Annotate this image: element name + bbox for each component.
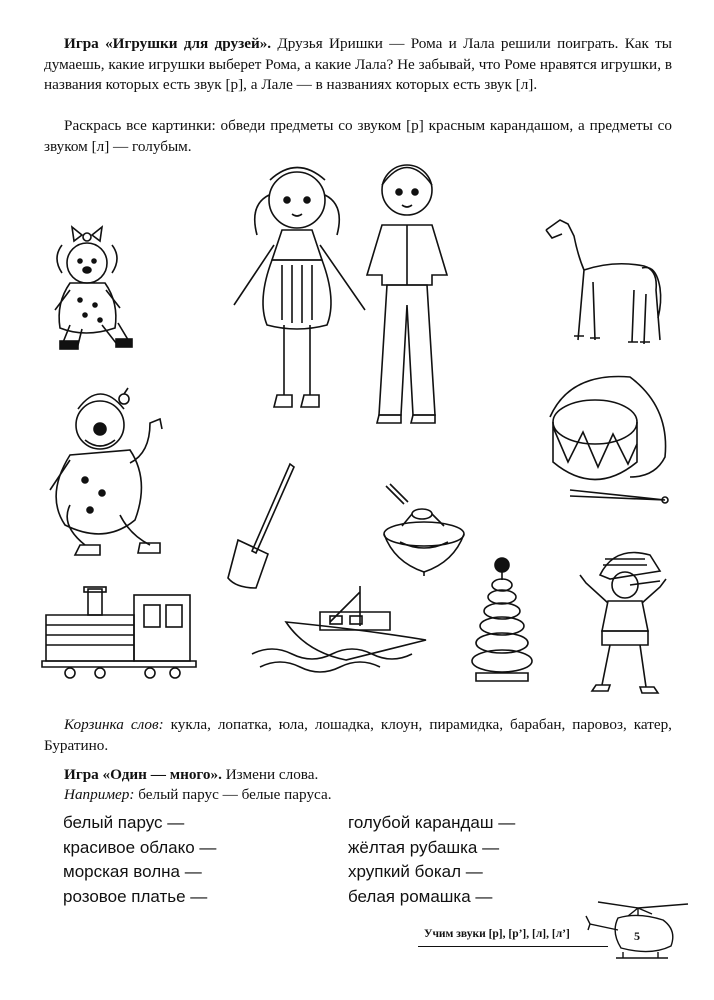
- game2-title: Игра «Один — много».: [64, 766, 222, 783]
- buratino-picture: [570, 545, 675, 700]
- footer-label: Учим звуки [р], [р’], [л], [л’]: [424, 928, 570, 940]
- game2-example: [44, 785, 672, 806]
- drum-picture: [540, 372, 670, 517]
- exercise-item: белая ромашка —: [348, 886, 493, 906]
- word-basket-label: Корзинка слов:: [64, 716, 164, 733]
- exercise-item: хрупкий бокал —: [348, 862, 483, 881]
- exercise-item: розовое платье —: [63, 886, 208, 906]
- game2-example-label: Например:: [64, 786, 135, 803]
- exercise-item: жёлтая рубашка —: [348, 837, 500, 857]
- spinning-top-picture: [380, 482, 470, 577]
- game1-text: Друзья Иришки — Рома и Лала решили поиграть. Как ты думаешь, какие игрушки выберет Рома, а какие Лала? Не забывай, что Роме нравятся игрушки, в названия которых есть звук [р], а Лале — в названиях которых есть звук [л].: [44, 35, 672, 93]
- exercise-item: морская волна —: [63, 862, 202, 881]
- exercise-item: белый парус —: [63, 813, 185, 832]
- game2-paragraph: [44, 765, 672, 786]
- boat-picture: [250, 582, 430, 677]
- game1-title: Игра «Игрушки для друзей».: [64, 35, 272, 52]
- exercise-item: красивое облако —: [63, 837, 217, 857]
- game2-text: Измени слова.: [221, 766, 319, 783]
- game1-paragraph: [44, 34, 672, 96]
- page-number: 5: [634, 929, 640, 943]
- pyramid-picture: [470, 555, 535, 685]
- exercise-right-column: [348, 811, 515, 909]
- locomotive-picture: [40, 585, 200, 680]
- doll-picture: [40, 225, 140, 355]
- horse-picture: [538, 210, 668, 350]
- exercise-left-column: [63, 811, 216, 909]
- word-basket: [44, 715, 672, 756]
- game1-instruction: Раскрась все картинки: обведи предметы со звуком [р] красным карандашом, а предметы со звуком [л] — голубым.: [44, 117, 672, 155]
- girl-and-boy-picture: [222, 150, 482, 430]
- word-basket-words: кукла, лопатка, юла, лошадка, клоун, пирамидка, барабан, паровоз, катер, Буратино.: [44, 716, 672, 754]
- clown-picture: [40, 385, 170, 560]
- game2-example-text: белый парус — белые паруса.: [134, 786, 332, 803]
- shovel-picture: [218, 460, 298, 595]
- exercise-item: голубой карандаш —: [348, 813, 516, 832]
